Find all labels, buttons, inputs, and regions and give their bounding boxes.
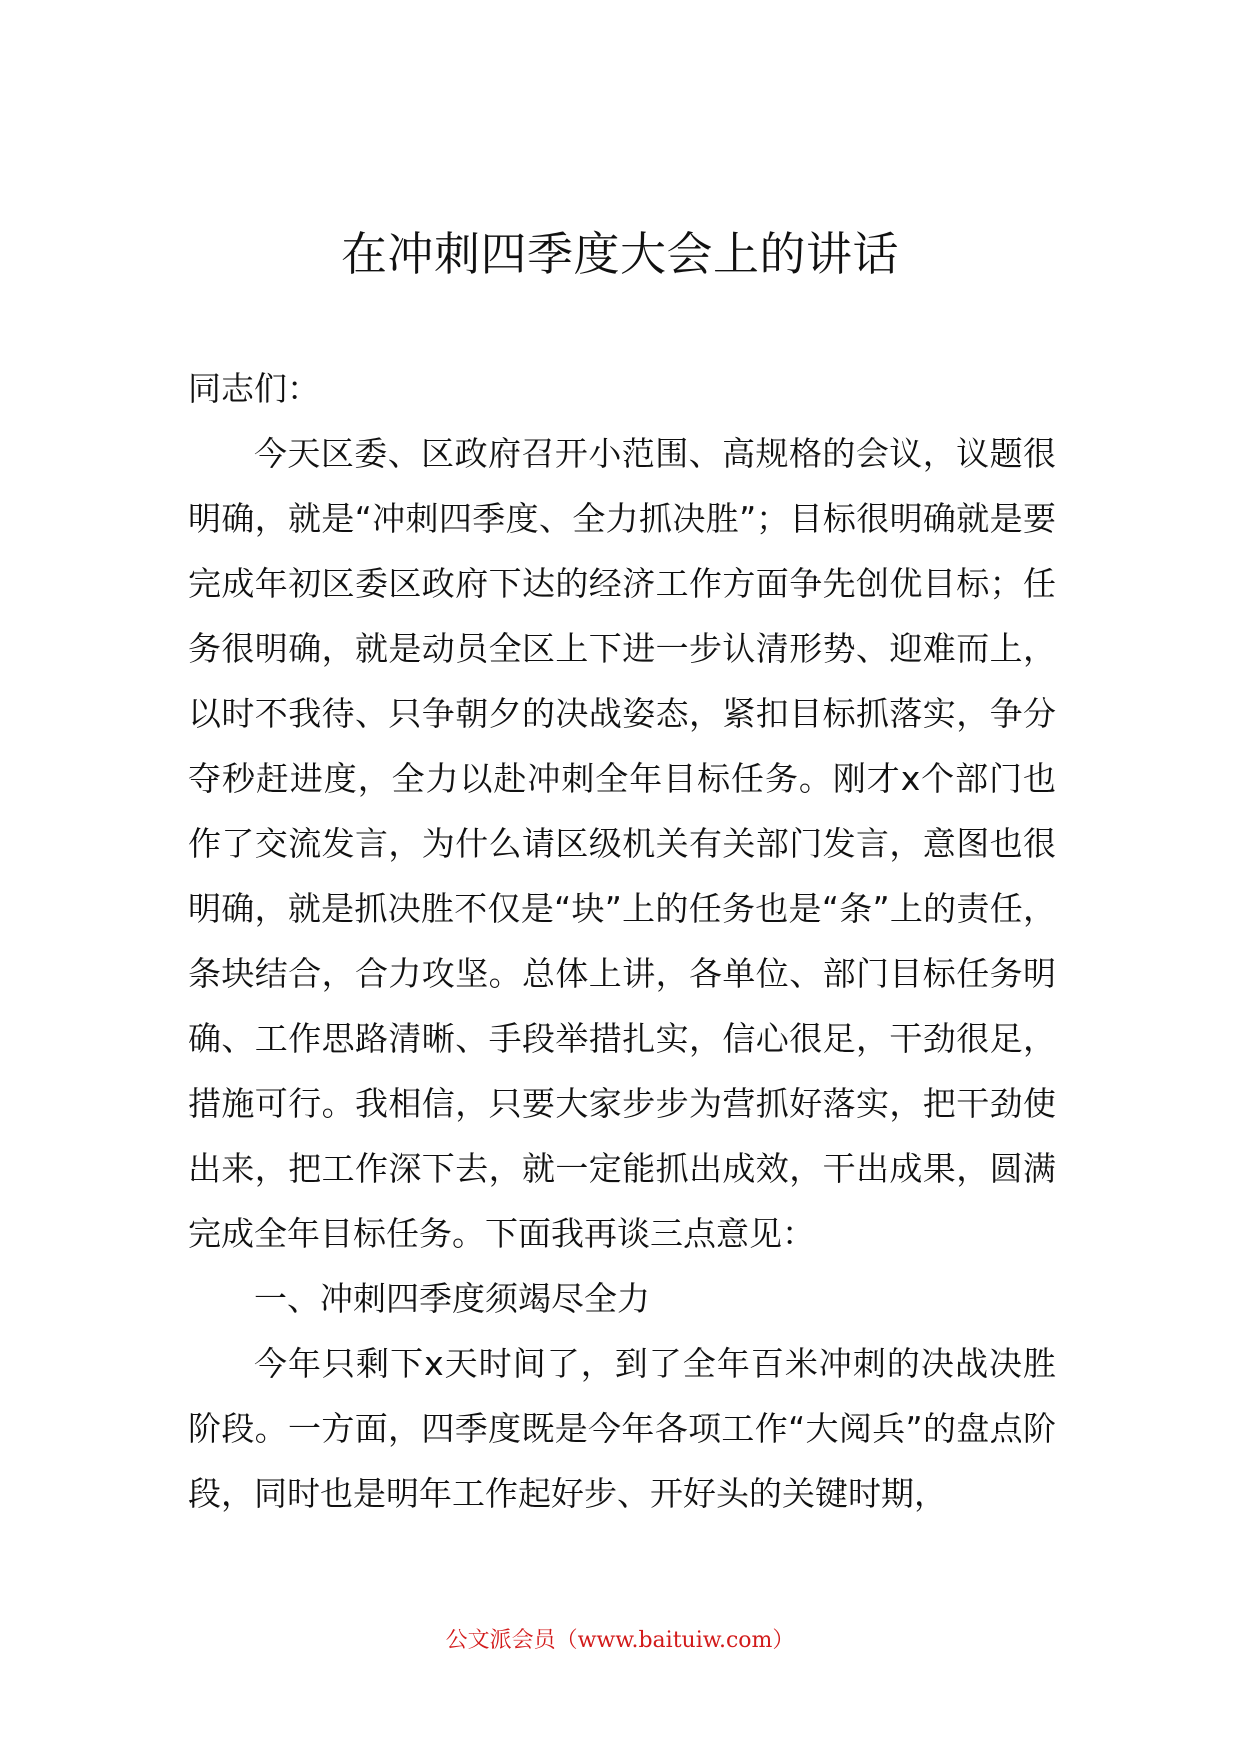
salutation: 同志们： [188, 369, 320, 408]
section-heading-1: 一、冲刺四季度须竭尽全力 [254, 1279, 650, 1318]
document-title: 在冲刺四季度大会上的讲话 [341, 227, 899, 281]
document-body [188, 356, 1056, 1526]
paragraph-intro: 今天区委、区政府召开小范围、高规格的会议，议题很明确，就是“冲刺四季度、全力抓决胜”；目标很明确就是要完成年初区委区政府下达的经济工作方面争先创优目标；任务很明确，就是动员全区上下进一步认清形势、迎难而上，以时不我待、只争朝夕的决战姿态，紧扣目标抓落实，争分夺秒赶进度，全力以赴冲刺全年目标任务。刚才x个部门也作了交流发言，为什么请区级机关有关部门发言，意图也很明确，就是抓决胜不仅是“块”上的任务也是“条”上的责任，条块结合，合力攻坚。总体上讲，各单位、部门目标任务明确、工作思路清晰、手段举措扎实，信心很足，干劲很足，措施可行。我相信，只要大家步步为营抓好落实，把干劲使出来，把工作深下去，就一定能抓出成效，干出成果，圆满完成全年目标任务。下面我再谈三点意见： [188, 434, 1056, 1253]
footer-watermark: 公文派会员（www.baituiw.com） [445, 1628, 795, 1653]
paragraph-section-1: 今年只剩下x天时间了，到了全年百米冲刺的决战决胜阶段。一方面，四季度既是今年各项工作“大阅兵”的盘点阶段，同时也是明年工作起好步、开好头的关键时期， [188, 1344, 1056, 1513]
